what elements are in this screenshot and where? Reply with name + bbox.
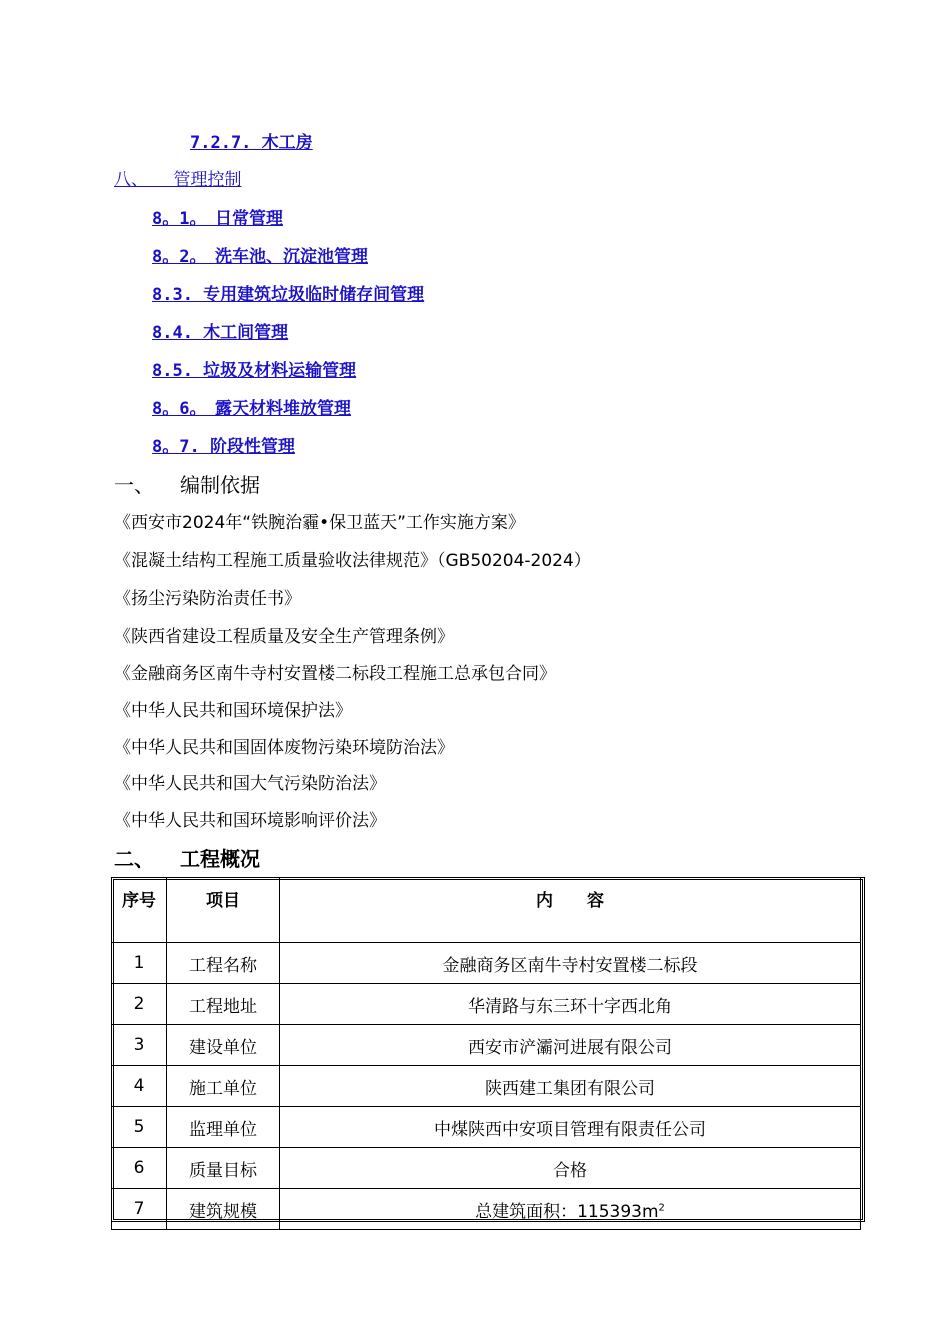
- table-row: [112, 943, 861, 984]
- row-no: 5: [112, 1107, 167, 1148]
- row-no: 1: [112, 943, 167, 984]
- toc-link-8-5[interactable]: 8.5. 垃圾及材料运输管理: [152, 361, 357, 381]
- row-no: 6: [112, 1148, 167, 1189]
- table-row: [112, 1189, 861, 1230]
- row-item: 监理单位: [167, 1107, 280, 1148]
- basis-item: 《混凝土结构工程施工质量验收法律规范》（GB50204-2024）: [114, 551, 591, 571]
- row-content: 金融商务区南牛寺村安置楼二标段: [280, 943, 861, 984]
- toc-link-8[interactable]: 八、 管理控制: [114, 170, 242, 190]
- section-2-title: 工程概况: [180, 847, 260, 871]
- table-row: [112, 1025, 861, 1066]
- area-unit-superscript: 2: [658, 1201, 665, 1213]
- row-item: 工程地址: [167, 984, 280, 1025]
- header-item: 项目: [167, 878, 280, 943]
- section-1-number: 一、: [114, 473, 154, 497]
- table-row: [112, 1148, 861, 1189]
- row-content: [280, 1189, 861, 1230]
- basis-item: 《中华人民共和国固体废物污染环境防治法》: [114, 738, 454, 758]
- section-1-heading: [114, 469, 260, 498]
- row-item: 建筑规模: [167, 1189, 280, 1230]
- row-no: 4: [112, 1066, 167, 1107]
- row-item: 工程名称: [167, 943, 280, 984]
- basis-item: 《陕西省建设工程质量及安全生产管理条例》: [114, 627, 454, 647]
- project-overview-table: [111, 877, 861, 1230]
- header-content: 内 容: [280, 878, 861, 943]
- section-2-number: 二、: [114, 847, 154, 871]
- toc-link-7-2-7[interactable]: 7.2.7. 木工房: [190, 133, 313, 153]
- row-content: 陕西建工集团有限公司: [280, 1066, 861, 1107]
- table-row: [112, 984, 861, 1025]
- row-no: 3: [112, 1025, 167, 1066]
- row-content: 中煤陕西中安项目管理有限责任公司: [280, 1107, 861, 1148]
- row-no: 2: [112, 984, 167, 1025]
- row-item: 施工单位: [167, 1066, 280, 1107]
- toc-link-8-3[interactable]: 8.3. 专用建筑垃圾临时储存间管理: [152, 285, 425, 305]
- basis-item: 《中华人民共和国环境保护法》: [114, 701, 352, 721]
- toc-link-8-7[interactable]: 8。7. 阶段性管理: [152, 437, 295, 457]
- table-row: [112, 1066, 861, 1107]
- table-header-row: [112, 878, 861, 943]
- building-area-text: 总建筑面积：115393m: [475, 1201, 659, 1222]
- toc-link-8-2[interactable]: 8。2。 洗车池、沉淀池管理: [152, 247, 368, 267]
- row-item: 建设单位: [167, 1025, 280, 1066]
- basis-item: 《西安市2024年“铁腕治霾•保卫蓝天”工作实施方案》: [114, 513, 525, 533]
- row-content: 华清路与东三环十字西北角: [280, 984, 861, 1025]
- row-no: 7: [112, 1189, 167, 1230]
- basis-item: 《扬尘污染防治责任书》: [114, 589, 301, 609]
- row-content: 西安市浐灞河进展有限公司: [280, 1025, 861, 1066]
- section-2-heading: [114, 843, 260, 872]
- basis-item: 《金融商务区南牛寺村安置楼二标段工程施工总承包合同》: [114, 664, 556, 684]
- section-1-title: 编制依据: [180, 473, 260, 497]
- row-content: 合格: [280, 1148, 861, 1189]
- basis-item: 《中华人民共和国大气污染防治法》: [114, 774, 386, 794]
- toc-link-8-1[interactable]: 8。1。 日常管理: [152, 209, 283, 229]
- basis-item: 《中华人民共和国环境影响评价法》: [114, 811, 386, 831]
- header-no: 序号: [112, 878, 167, 943]
- row-item: 质量目标: [167, 1148, 280, 1189]
- toc-link-8-4[interactable]: 8.4. 木工间管理: [152, 323, 289, 343]
- table-row: [112, 1107, 861, 1148]
- toc-link-8-6[interactable]: 8。6。 露天材料堆放管理: [152, 399, 351, 419]
